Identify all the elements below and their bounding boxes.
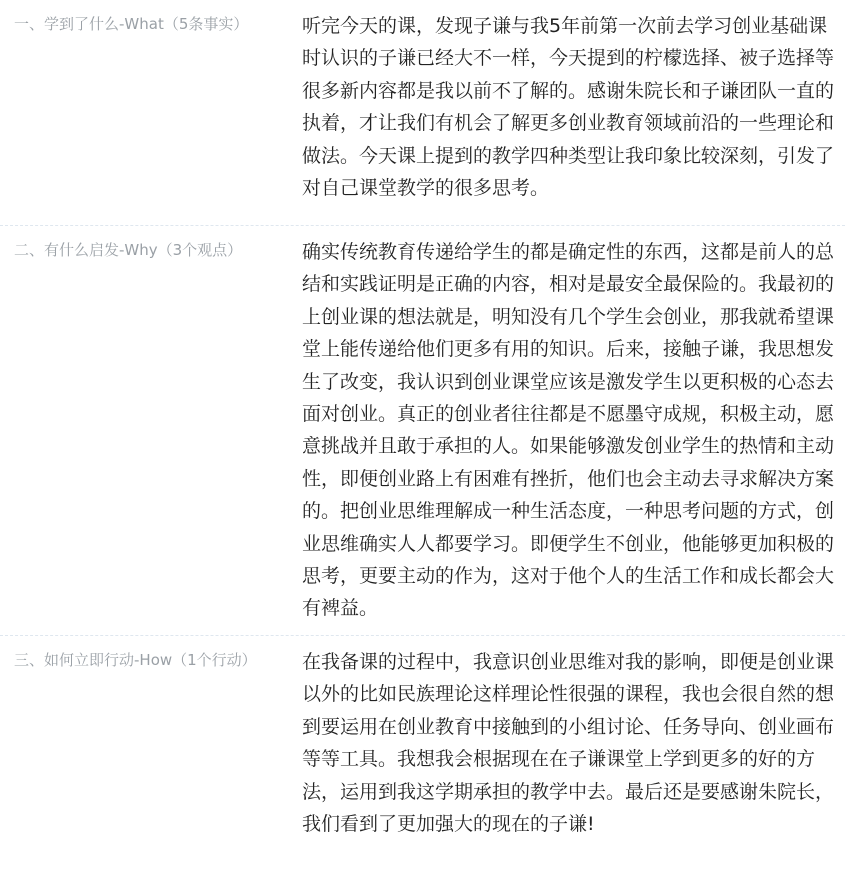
section-answer: 在我备课的过程中，我意识创业思维对我的影响，即便是创业课以外的比如民族理论这样理论性很强的课程，我也会很自然的想到要运用在创业教育中接触到的小组讨论、任务导向、创业画布等等工具。我想我会根据现在在子谦课堂上学到更多的好的方法，运用到我这学期承担的教学中去。最后还是要感谢朱院长，我们看到了更加强大的现在的子谦! [302, 651, 835, 836]
section-why [0, 225, 845, 635]
section-what [0, 0, 845, 225]
section-how [0, 635, 845, 886]
section-answer: 确实传统教育传递给学生的都是确定性的东西，这都是前人的总结和实践证明是正确的内容，相对是最安全最保险的。我最初的上创业课的想法就是，明知没有几个学生会创业，那我就希望课堂上能传递给他们更多有用的知识。后来，接触子谦，我思想发生了改变，我认识到创业课堂应该是激发学生以更积极的心态去面对创业。真正的创业者往往都是不愿墨守成规，积极主动，愿意挑战并且敢于承担的人。如果能够激发创业学生的热情和主动性，即便创业路上有困难有挫折，他们也会主动去寻求解决方案的。把创业思维理解成一种生活态度，一种思考问题的方式，创业思维确实人人都要学习。即便学生不创业，他能够更加积极的思考，更要主动的作为，这对于他个人的生活工作和成长都会大有裨益。 [302, 241, 835, 620]
section-label: 一、学到了什么-What（5条事实） [14, 15, 249, 33]
section-label: 三、如何立即行动-How（1个行动） [14, 651, 257, 669]
section-answer: 听完今天的课，发现子谦与我5年前第一次前去学习创业基础课时认识的子谦已经大不一样，今天提到的柠檬选择、被子选择等很多新内容都是我以前不了解的。感谢朱院长和子谦团队一直的执着，才让我们有机会了解更多创业教育领域前沿的一些理论和做法。今天课上提到的教学四种类型让我印象比较深刻，引发了对自己课堂教学的很多思考。 [302, 15, 835, 200]
section-label: 二、有什么启发-Why（3个观点） [14, 241, 243, 259]
